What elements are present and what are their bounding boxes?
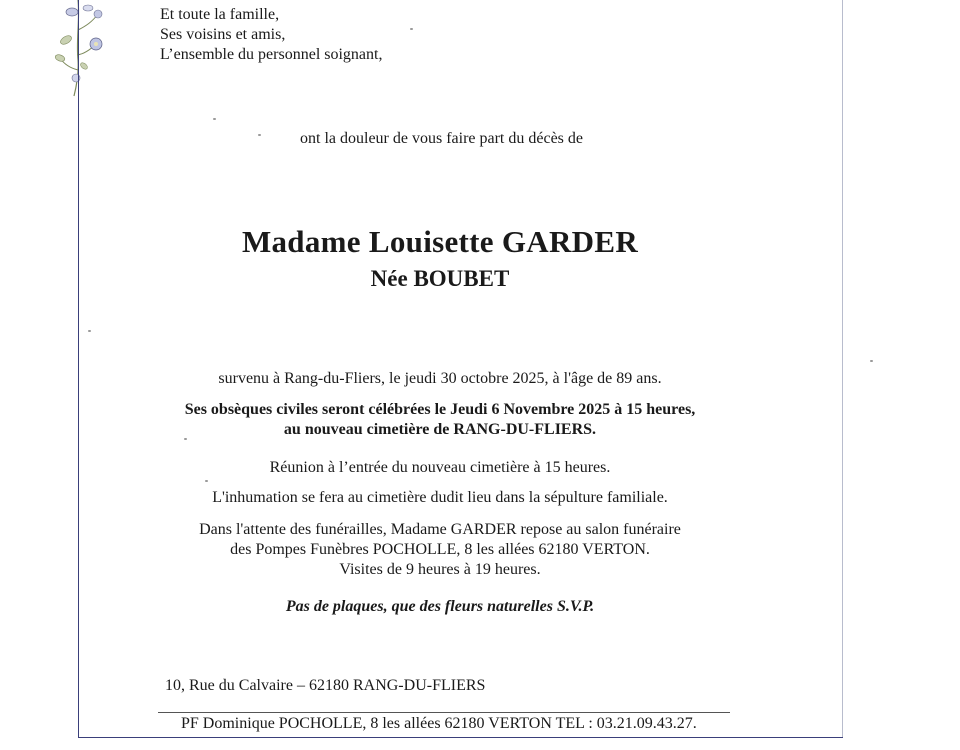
scan-speck — [213, 118, 216, 120]
scan-speck — [205, 480, 208, 482]
frame-border-bottom — [78, 737, 843, 738]
scan-speck — [258, 134, 261, 136]
floral-decoration-icon — [52, 0, 112, 98]
scan-speck — [88, 330, 91, 332]
frame-border-right — [842, 0, 843, 738]
viewing-info: Dans l'attente des funérailles, Madame GARDER repose au salon funéraire — [199, 521, 681, 538]
footer-separator — [158, 712, 730, 713]
family-line: L’ensemble du personnel soignant, — [160, 46, 383, 63]
death-info: survenu à Rang-du-Fliers, le jeudi 30 octobre 2025, à l'âge de 89 ans. — [218, 370, 662, 387]
deceased-name: Madame Louisette GARDER — [241, 224, 639, 259]
visiting-hours: Visites de 9 heures à 19 heures. — [339, 561, 541, 578]
scan-speck — [870, 360, 873, 362]
family-line: Ses voisins et amis, — [160, 26, 286, 43]
announcement: ont la douleur de vous faire part du décès de — [300, 130, 584, 147]
flowers-note: Pas de plaques, que des fleurs naturelles S.V.P. — [285, 598, 595, 615]
family-line: Et toute la famille, — [160, 6, 280, 23]
scan-speck — [410, 28, 413, 30]
family-address: 10, Rue du Calvaire – 62180 RANG-DU-FLIERS — [165, 677, 486, 694]
scan-speck — [184, 438, 187, 440]
funeral-location: au nouveau cimetière de RANG-DU-FLIERS. — [283, 421, 597, 438]
funeral-date: Ses obsèques civiles seront célébrées le Jeudi 6 Novembre 2025 à 15 heures, — [184, 401, 696, 418]
maiden-name: Née BOUBET — [370, 266, 510, 291]
meeting-info: Réunion à l’entrée du nouveau cimetière à 15 heures. — [269, 459, 611, 476]
funeral-home-footer: PF Dominique POCHOLLE, 8 les allées 62180 VERTON TEL : 03.21.09.43.27. — [181, 715, 697, 732]
burial-info: L'inhumation se fera au cimetière dudit lieu dans la sépulture familiale. — [212, 489, 668, 506]
frame-border-left — [78, 0, 79, 738]
viewing-address: des Pompes Funèbres POCHOLLE, 8 les allées 62180 VERTON. — [230, 541, 650, 558]
